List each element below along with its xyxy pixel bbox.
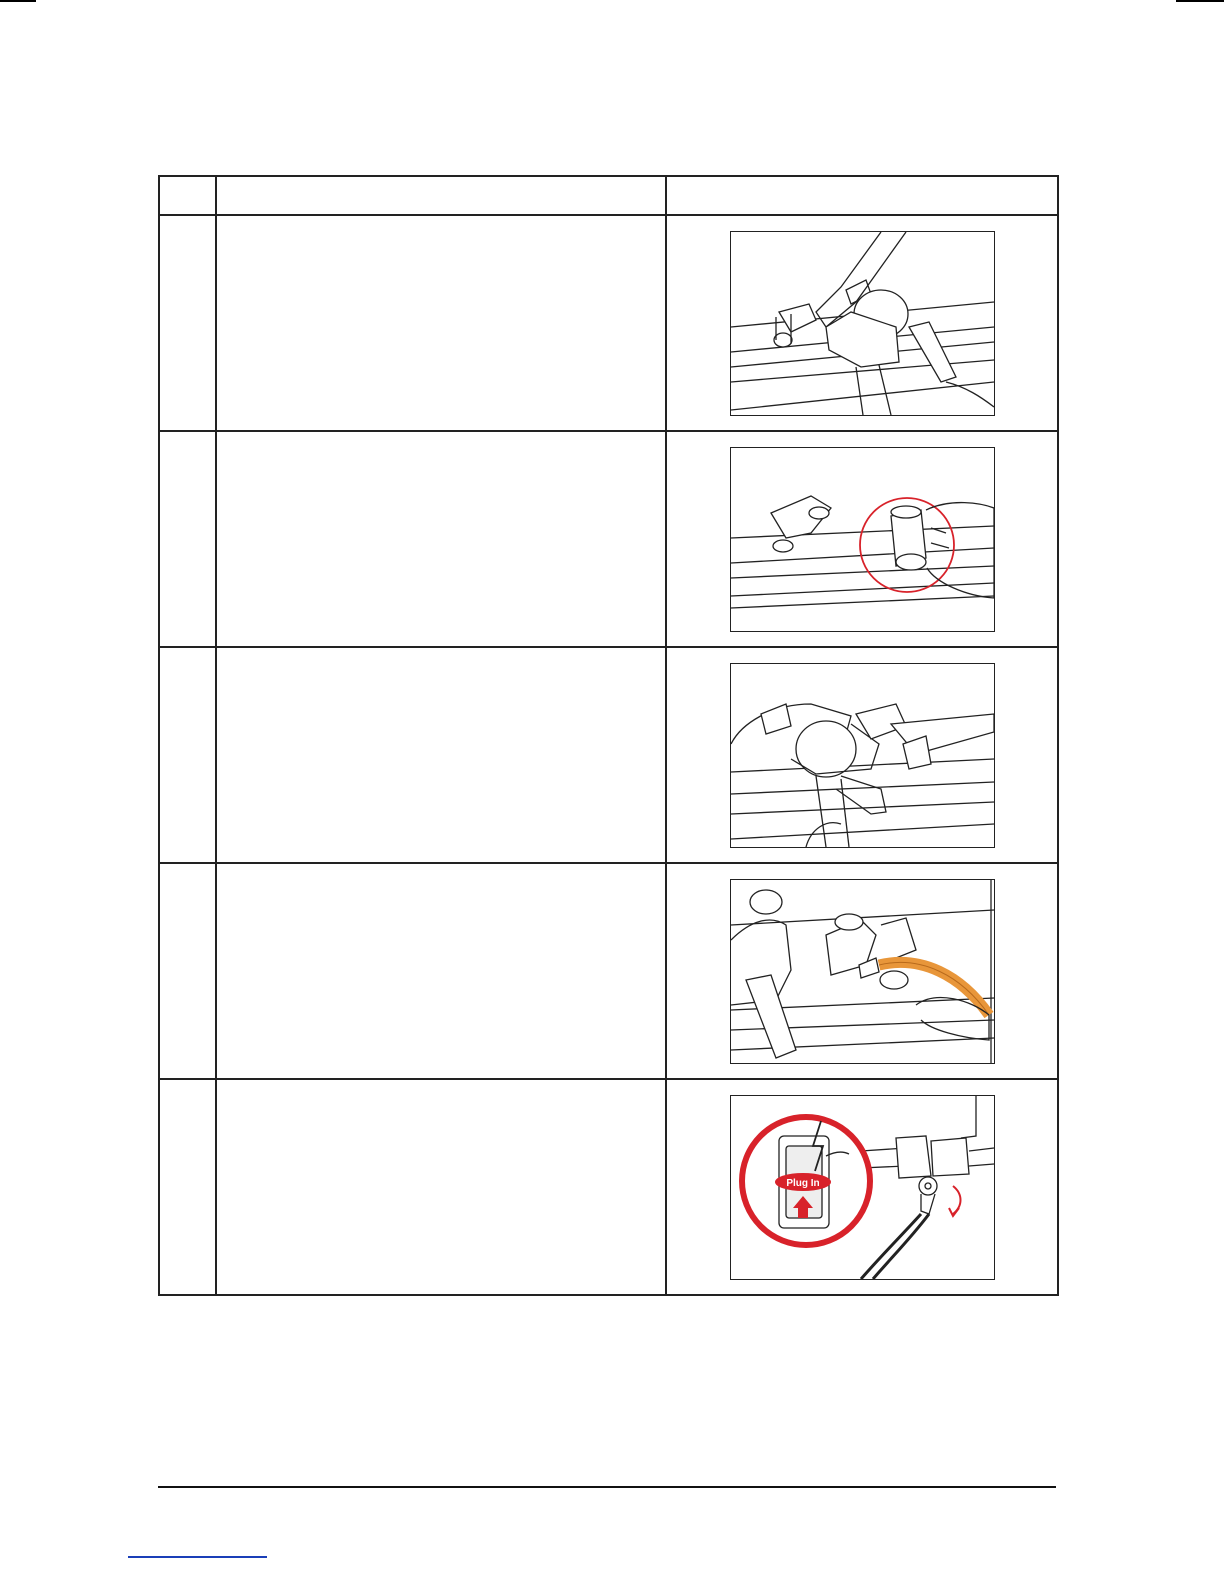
step-number [159,863,216,1079]
table-row [159,431,1058,647]
step-number [159,431,216,647]
orange-hose-connected-illustration [730,879,995,1064]
table-row [159,1079,1058,1295]
procedure-table [158,175,1059,1296]
footer-link-underline[interactable] [128,1556,267,1558]
step-illustration-cell [666,863,1058,1079]
step-number [159,215,216,431]
step-description [216,215,666,431]
wrench-tightening-valve-illustration [730,663,995,848]
step-number [159,1079,216,1295]
step-illustration-cell [666,1079,1058,1295]
step-description [216,1079,666,1295]
service-port-cap-removed-illustration [730,447,995,632]
step-description [216,863,666,1079]
table-row [159,215,1058,431]
step-description [216,431,666,647]
footer-rule [158,1486,1056,1488]
header-step-number [159,176,216,215]
step-description [216,647,666,863]
step-illustration-cell [666,215,1058,431]
step-illustration-cell [666,647,1058,863]
table-header-row [159,176,1058,215]
step-number [159,647,216,863]
crop-mark-top-right [1176,0,1224,2]
table-row [159,863,1058,1079]
header-illustration [666,176,1058,215]
plug-in-label: Plug In [785,1177,820,1189]
table-row [159,647,1058,863]
crop-mark-top-left [0,0,36,2]
plug-in-cable-connection-illustration [730,1095,995,1280]
step-illustration-cell [666,431,1058,647]
header-description [216,176,666,215]
wrench-loosening-valve-cap-illustration [730,231,995,416]
